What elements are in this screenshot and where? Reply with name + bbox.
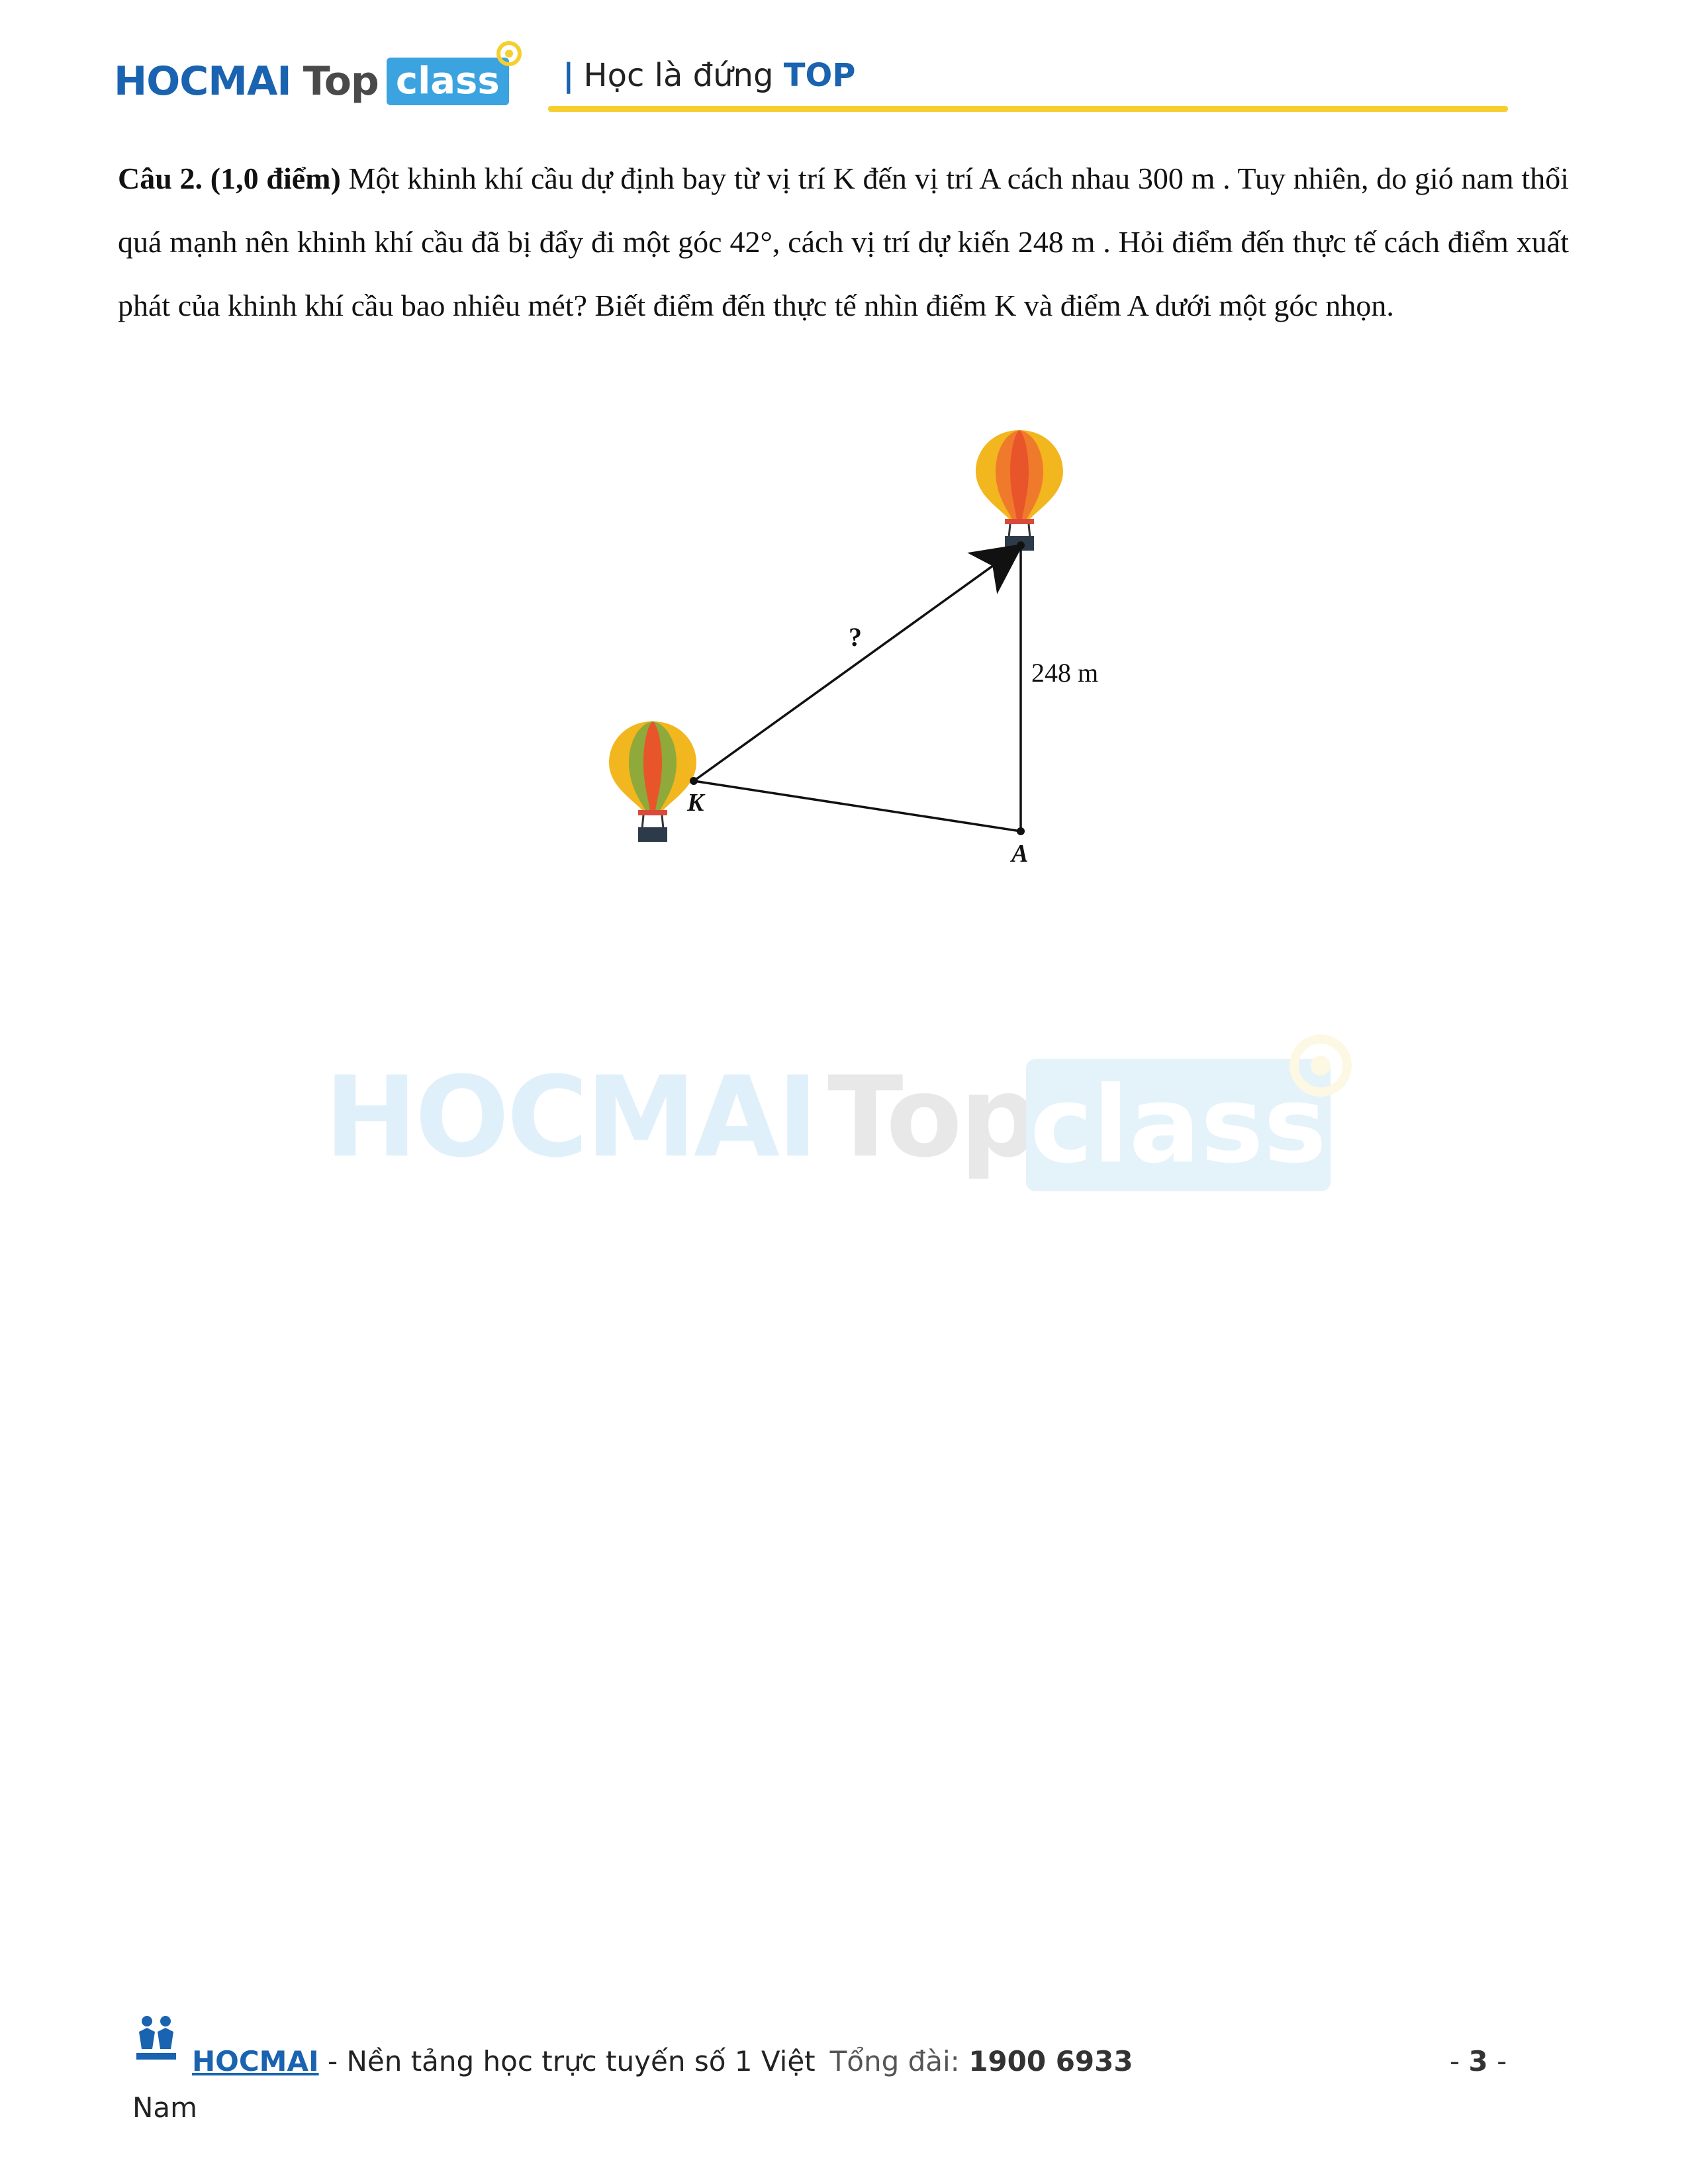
logo-hocmai-text: HOCMAI <box>114 58 291 105</box>
slogan-divider: | <box>563 57 575 94</box>
point-a-label: A <box>1011 840 1029 868</box>
footer-tagline <box>192 2045 1133 2077</box>
path-k-to-destination <box>694 547 1019 781</box>
slogan-prefix: Học là đứng <box>583 57 774 94</box>
unknown-distance-label: ? <box>849 622 862 652</box>
slogan-highlight: TOP <box>783 57 856 94</box>
watermark-logo <box>324 1032 1383 1191</box>
page-number-suffix: - <box>1487 2045 1507 2077</box>
logo-class-badge <box>387 58 509 105</box>
balloon-diagram <box>583 410 1139 887</box>
hocmai-footer-logo-icon <box>130 2012 183 2065</box>
footer-hotline-number: 1900 6933 <box>968 2045 1133 2077</box>
point-k-label: K <box>687 789 704 817</box>
diagram-svg <box>583 410 1139 887</box>
watermark-hocmai-text: HOCMAI <box>324 1052 816 1182</box>
point-k-dot <box>690 777 698 785</box>
watermark-top-text: Top <box>827 1052 1037 1182</box>
watermark-sun-icon <box>1284 1029 1357 1102</box>
destination-balloon-icon <box>976 430 1063 551</box>
question-label: Câu 2. (1,0 điểm) <box>118 161 341 195</box>
watermark-class-badge: class <box>1026 1059 1331 1191</box>
page-number-prefix: - <box>1450 2045 1469 2077</box>
page-number <box>1450 2045 1507 2077</box>
page-header <box>0 0 1688 126</box>
start-balloon-icon <box>609 721 696 842</box>
side-length-label: 248 m <box>1031 658 1099 688</box>
logo-class-text: class <box>395 60 500 103</box>
footer-hotline-label: Tổng đài: <box>829 2045 969 2077</box>
logo-sun-icon <box>494 39 524 68</box>
side-k-to-a <box>694 781 1021 831</box>
footer-tagline-wrap: Nam <box>132 2091 198 2124</box>
question-text: Một khinh khí cầu dự định bay từ vị trí K đến vị trí A cách nhau 300 m . Tuy nhiên, do gió nam thổi quá mạnh nên khinh khí cầu đã bị đẩy đi một góc 42°, cách vị trí dự kiến 248 m . Hỏi điểm đến thực tế cách điểm xuất phát của khinh khí cầu bao nhiêu mét? Biết điểm đến thực tế nhìn điểm K và điểm A dưới một góc nhọn. <box>118 161 1569 322</box>
header-slogan <box>563 57 855 94</box>
header-underline <box>548 106 1508 112</box>
page-number-value: 3 <box>1468 2045 1488 2077</box>
footer-tagline-text: - Nền tảng học trực tuyến số 1 Việt <box>318 2045 816 2077</box>
point-a-dot <box>1017 827 1025 835</box>
footer-brand-link[interactable]: HOCMAI <box>192 2045 319 2077</box>
logo-top-text: Top <box>303 58 379 105</box>
point-destination-dot <box>1017 541 1025 549</box>
question-block <box>118 147 1569 338</box>
hocmai-topclass-logo <box>114 52 509 111</box>
